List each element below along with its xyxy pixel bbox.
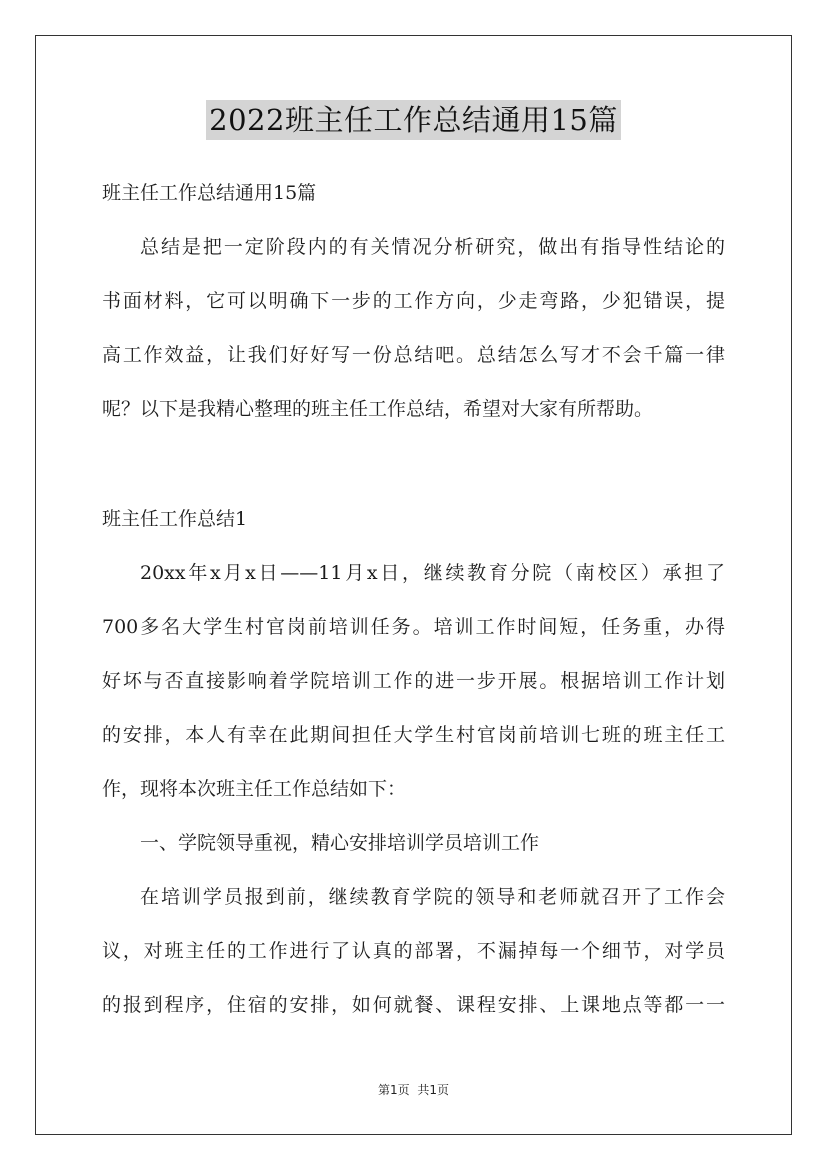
section-line-3: 好坏与否直接影响着学院培训工作的进一步开展。根据培训工作计划 [102, 670, 725, 692]
title-container [0, 100, 827, 140]
document-subtitle: 班主任工作总结通用15篇 [102, 182, 317, 204]
intro-line-1: 总结是把一定阶段内的有关情况分析研究，做出有指导性结论的 [140, 236, 725, 258]
page-footer [0, 1082, 827, 1098]
section-line-5: 作，现将本次班主任工作总结如下： [102, 778, 407, 800]
last-paragraph-line-1: 在培训学员报到前，继续教育学院的领导和老师就召开了工作会 [140, 886, 725, 908]
section-line-4: 的安排，本人有幸在此期间担任大学生村官岗前培训七班的班主任工 [102, 724, 725, 746]
intro-line-3: 高工作效益，让我们好好写一份总结吧。总结怎么写才不会千篇一律 [102, 344, 725, 366]
intro-line-2: 书面材料，它可以明确下一步的工作方向，少走弯路，少犯错误，提 [102, 290, 725, 312]
page-number: 第1页 [378, 1083, 410, 1097]
section-heading: 班主任工作总结1 [102, 508, 248, 530]
last-paragraph-line-2: 议，对班主任的工作进行了认真的部署，不漏掉每一个细节，对学员 [102, 940, 725, 962]
intro-line-4: 呢？以下是我精心整理的班主任工作总结，希望对大家有所帮助。 [102, 398, 654, 420]
page-total: 共1页 [417, 1083, 449, 1097]
document-title: 2022班主任工作总结通用15篇 [206, 100, 621, 140]
section-line-2: 700多名大学生村官岗前培训任务。培训工作时间短，任务重，办得 [102, 616, 725, 638]
section-line-1: 20xx年x月x日——11月x日，继续教育分院（南校区）承担了 [140, 562, 725, 584]
last-paragraph-line-3: 的报到程序，住宿的安排，如何就餐、课程安排、上课地点等都一一 [102, 994, 725, 1016]
subheading: 一、学院领导重视，精心安排培训学员培训工作 [140, 832, 540, 854]
